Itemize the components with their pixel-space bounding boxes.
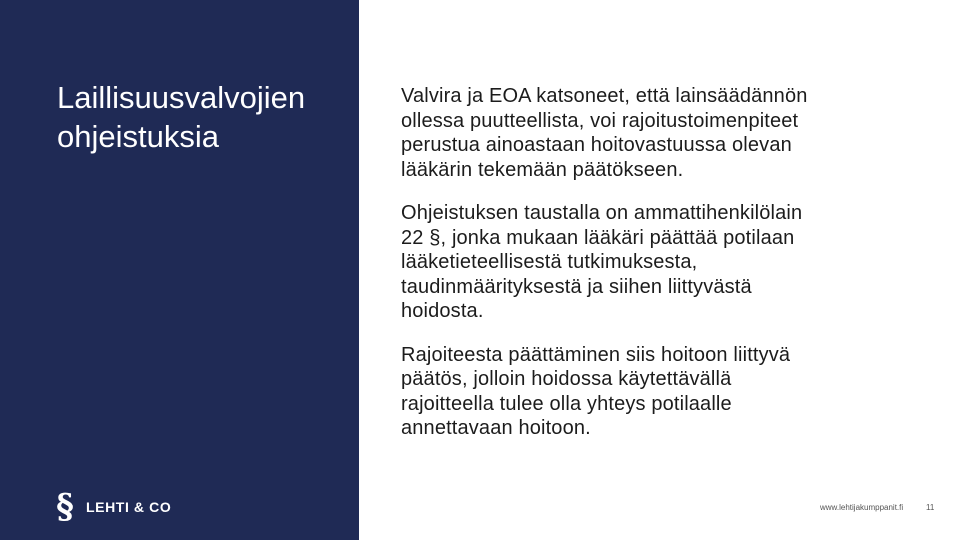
paragraph	[401, 343, 901, 441]
paragraph-line: Rajoiteesta päättäminen siis hoitoon liittyvä	[401, 343, 791, 366]
slide-title-line: ohjeistuksia	[57, 119, 219, 154]
paragraph-line: hoidosta.	[401, 300, 484, 322]
paragraph	[401, 201, 901, 324]
paragraph-line: taudinmäärityksestä ja siihen liittyvästä	[401, 275, 752, 298]
paragraph-line: päätös, jolloin hoidossa käytettävällä	[401, 368, 732, 390]
left-panel	[0, 0, 359, 540]
footer-url[interactable]: www.lehtijakumppanit.fi	[820, 503, 904, 512]
paragraph-line: ollessa puutteellista, voi rajoitustoimenpiteet	[401, 109, 799, 132]
paragraph-line: 22 §, jonka mukaan lääkäri päättää potilaan	[401, 226, 795, 249]
section-sign-icon: §	[56, 487, 74, 527]
company-logo	[55, 487, 172, 527]
paragraph-line: annettavaan hoitoon.	[401, 417, 591, 439]
paragraph-line: perustua ainoastaan hoitovastuussa olevan	[401, 134, 792, 156]
paragraph	[401, 84, 901, 182]
logo-text: LEHTI & CO	[86, 499, 172, 515]
paragraph-line: Valvira ja EOA katsoneet, että lainsäädännön	[401, 85, 808, 107]
slide-title	[57, 78, 357, 156]
paragraph-line: lääketieteellisestä tutkimuksesta,	[401, 251, 698, 273]
paragraph-line: Ohjeistuksen taustalla on ammattihenkilölain	[401, 202, 803, 224]
page-number: 11	[926, 503, 935, 512]
slide-body	[401, 84, 901, 460]
paragraph-line: lääkärin tekemään päätökseen.	[401, 158, 684, 181]
paragraph-line: rajoitteella tulee olla yhteys potilaalle	[401, 392, 732, 415]
slide-title-line: Laillisuusvalvojien	[57, 80, 306, 115]
